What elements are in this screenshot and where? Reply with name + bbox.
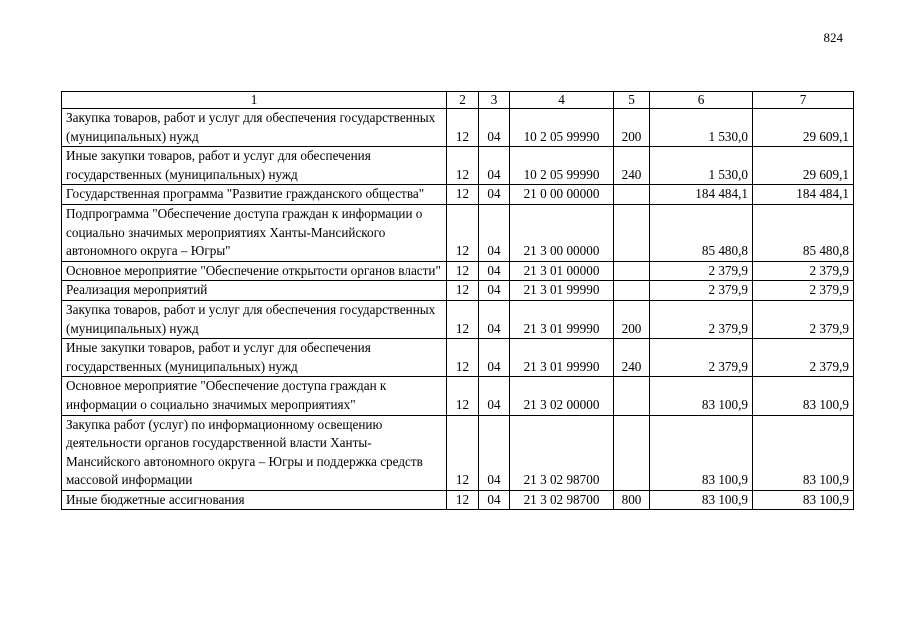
row-target-article-cell: 21 3 01 99990 bbox=[510, 281, 614, 301]
row-amount-2-cell: 83 100,9 bbox=[753, 490, 854, 510]
row-name-cell: Государственная программа "Развитие гражданского общества" bbox=[62, 185, 447, 205]
row-amount-1-cell: 83 100,9 bbox=[650, 415, 753, 490]
table-row bbox=[62, 490, 854, 510]
row-amount-1-cell: 1 530,0 bbox=[650, 109, 753, 147]
row-podrazdel-cell: 04 bbox=[479, 415, 510, 490]
column-header-5: 5 bbox=[614, 92, 650, 109]
row-expense-type-cell bbox=[614, 415, 650, 490]
row-target-article-cell: 10 2 05 99990 bbox=[510, 109, 614, 147]
column-header-7: 7 bbox=[753, 92, 854, 109]
row-target-article-cell: 21 3 00 00000 bbox=[510, 204, 614, 261]
table-row bbox=[62, 185, 854, 205]
table-row bbox=[62, 109, 854, 147]
row-target-article-cell: 21 3 01 00000 bbox=[510, 261, 614, 281]
row-podrazdel-cell: 04 bbox=[479, 185, 510, 205]
row-razdel-cell: 12 bbox=[447, 377, 479, 415]
row-amount-1-cell: 2 379,9 bbox=[650, 339, 753, 377]
row-expense-type-cell: 240 bbox=[614, 147, 650, 185]
row-razdel-cell: 12 bbox=[447, 204, 479, 261]
row-expense-type-cell: 800 bbox=[614, 490, 650, 510]
row-expense-type-cell: 240 bbox=[614, 339, 650, 377]
row-podrazdel-cell: 04 bbox=[479, 339, 510, 377]
row-name-cell: Закупка работ (услуг) по информационному освещению деятельности органов государственной власти Ханты-Мансийского автономного округа – Югры и поддержка средств массовой информации bbox=[62, 415, 447, 490]
row-name-cell: Иные бюджетные ассигнования bbox=[62, 490, 447, 510]
row-target-article-cell: 10 2 05 99990 bbox=[510, 147, 614, 185]
row-podrazdel-cell: 04 bbox=[479, 281, 510, 301]
row-podrazdel-cell: 04 bbox=[479, 261, 510, 281]
row-amount-2-cell: 2 379,9 bbox=[753, 339, 854, 377]
row-razdel-cell: 12 bbox=[447, 490, 479, 510]
row-target-article-cell: 21 3 01 99990 bbox=[510, 300, 614, 338]
page-number: 824 bbox=[823, 30, 843, 45]
row-amount-1-cell: 1 530,0 bbox=[650, 147, 753, 185]
row-amount-2-cell: 29 609,1 bbox=[753, 109, 854, 147]
row-amount-2-cell: 29 609,1 bbox=[753, 147, 854, 185]
row-amount-1-cell: 83 100,9 bbox=[650, 490, 753, 510]
row-name-cell: Реализация мероприятий bbox=[62, 281, 447, 301]
row-amount-2-cell: 83 100,9 bbox=[753, 415, 854, 490]
row-razdel-cell: 12 bbox=[447, 415, 479, 490]
table-row bbox=[62, 281, 854, 301]
row-target-article-cell: 21 3 02 98700 bbox=[510, 490, 614, 510]
row-razdel-cell: 12 bbox=[447, 339, 479, 377]
table-row bbox=[62, 147, 854, 185]
row-target-article-cell: 21 3 02 00000 bbox=[510, 377, 614, 415]
row-expense-type-cell bbox=[614, 185, 650, 205]
row-amount-2-cell: 83 100,9 bbox=[753, 377, 854, 415]
row-expense-type-cell bbox=[614, 261, 650, 281]
row-amount-1-cell: 83 100,9 bbox=[650, 377, 753, 415]
row-name-cell: Основное мероприятие "Обеспечение открытости органов власти" bbox=[62, 261, 447, 281]
row-amount-1-cell: 2 379,9 bbox=[650, 300, 753, 338]
row-expense-type-cell bbox=[614, 204, 650, 261]
row-podrazdel-cell: 04 bbox=[479, 109, 510, 147]
row-amount-2-cell: 2 379,9 bbox=[753, 281, 854, 301]
column-header-3: 3 bbox=[479, 92, 510, 109]
row-name-cell: Основное мероприятие "Обеспечение доступа граждан к информации о социально значимых мероприятиях" bbox=[62, 377, 447, 415]
row-expense-type-cell bbox=[614, 281, 650, 301]
row-name-cell: Иные закупки товаров, работ и услуг для обеспечения государственных (муниципальных) нужд bbox=[62, 147, 447, 185]
row-podrazdel-cell: 04 bbox=[479, 204, 510, 261]
row-podrazdel-cell: 04 bbox=[479, 490, 510, 510]
row-amount-2-cell: 85 480,8 bbox=[753, 204, 854, 261]
row-podrazdel-cell: 04 bbox=[479, 377, 510, 415]
row-target-article-cell: 21 3 02 98700 bbox=[510, 415, 614, 490]
row-amount-1-cell: 85 480,8 bbox=[650, 204, 753, 261]
table-row bbox=[62, 339, 854, 377]
row-expense-type-cell: 200 bbox=[614, 109, 650, 147]
row-amount-2-cell: 184 484,1 bbox=[753, 185, 854, 205]
row-amount-2-cell: 2 379,9 bbox=[753, 300, 854, 338]
row-name-cell: Подпрограмма "Обеспечение доступа граждан к информации о социально значимых мероприятиях Ханты-Мансийского автономного округа – Югры" bbox=[62, 204, 447, 261]
table-row bbox=[62, 204, 854, 261]
column-header-4: 4 bbox=[510, 92, 614, 109]
column-header-1: 1 bbox=[62, 92, 447, 109]
budget-table bbox=[61, 91, 854, 510]
row-amount-1-cell: 184 484,1 bbox=[650, 185, 753, 205]
row-razdel-cell: 12 bbox=[447, 300, 479, 338]
row-amount-1-cell: 2 379,9 bbox=[650, 261, 753, 281]
row-podrazdel-cell: 04 bbox=[479, 147, 510, 185]
row-razdel-cell: 12 bbox=[447, 281, 479, 301]
table-header-row bbox=[62, 92, 854, 109]
row-target-article-cell: 21 3 01 99990 bbox=[510, 339, 614, 377]
row-razdel-cell: 12 bbox=[447, 109, 479, 147]
row-expense-type-cell bbox=[614, 377, 650, 415]
row-name-cell: Иные закупки товаров, работ и услуг для обеспечения государственных (муниципальных) нужд bbox=[62, 339, 447, 377]
table-row bbox=[62, 300, 854, 338]
row-podrazdel-cell: 04 bbox=[479, 300, 510, 338]
row-razdel-cell: 12 bbox=[447, 185, 479, 205]
table-row bbox=[62, 415, 854, 490]
row-name-cell: Закупка товаров, работ и услуг для обеспечения государственных (муниципальных) нужд bbox=[62, 109, 447, 147]
row-razdel-cell: 12 bbox=[447, 147, 479, 185]
row-expense-type-cell: 200 bbox=[614, 300, 650, 338]
column-header-6: 6 bbox=[650, 92, 753, 109]
column-header-2: 2 bbox=[447, 92, 479, 109]
row-razdel-cell: 12 bbox=[447, 261, 479, 281]
row-target-article-cell: 21 0 00 00000 bbox=[510, 185, 614, 205]
table-row bbox=[62, 261, 854, 281]
row-amount-2-cell: 2 379,9 bbox=[753, 261, 854, 281]
row-name-cell: Закупка товаров, работ и услуг для обеспечения государственных (муниципальных) нужд bbox=[62, 300, 447, 338]
table-row bbox=[62, 377, 854, 415]
row-amount-1-cell: 2 379,9 bbox=[650, 281, 753, 301]
